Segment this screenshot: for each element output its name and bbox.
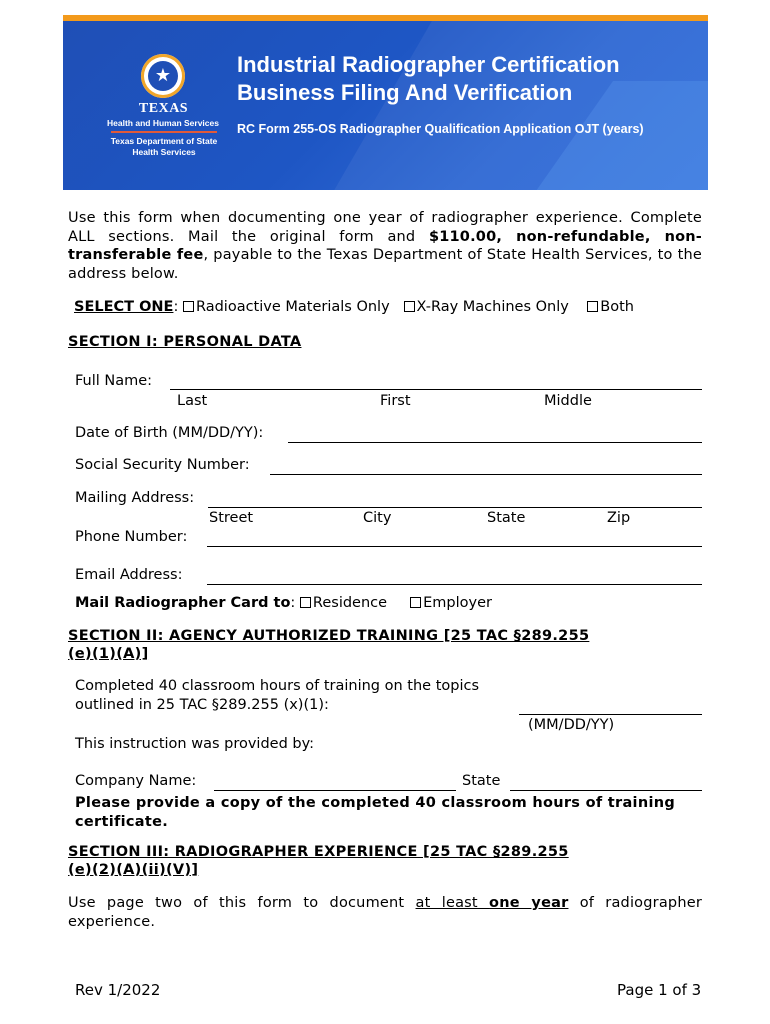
form-title: Industrial Radiographer Certification Business Filing And Verification (237, 52, 620, 105)
checkbox-employer[interactable] (410, 597, 421, 608)
section-3-text: Use page two of this form to document at least one year of radiographer experience. (68, 895, 702, 930)
company-state-label: State (462, 773, 501, 789)
provided-by-label: This instruction was provided by: (75, 736, 314, 752)
zip-hint: Zip (607, 510, 631, 526)
street-hint: Street (209, 510, 254, 526)
ssn-label: Social Security Number: (75, 457, 250, 473)
training-date-field[interactable] (519, 714, 702, 715)
email-field[interactable] (207, 584, 702, 585)
select-one-row: SELECT ONE: Radioactive Materials Only X-Ray Machines Only Both (74, 299, 634, 315)
last-hint: Last (177, 393, 208, 409)
form-subtitle: RC Form 255-OS Radiographer Qualification Application OJT (years) (237, 122, 644, 136)
texas-seal-icon: ★ (141, 54, 185, 98)
select-one-label: SELECT ONE (74, 299, 174, 315)
mail-card-row: Mail Radiographer Card to: Residence Employer (75, 595, 492, 611)
phone-field[interactable] (207, 546, 702, 547)
logo-texas: TEXAS (138, 101, 189, 116)
section-3-heading: SECTION III: RADIOGRAPHER EXPERIENCE [25 TAC §289.255 (e)(2)(A)(ii)(V)] (68, 844, 569, 878)
revision-label: Rev 1/2022 (75, 981, 161, 999)
company-state-field[interactable] (510, 790, 702, 791)
first-hint: First (380, 393, 411, 409)
header-banner (63, 21, 708, 190)
company-name-field[interactable] (214, 790, 456, 791)
logo-hhs: Health and Human Services (107, 118, 219, 128)
certificate-note: Please provide a copy of the completed 40 classroom hours of training certificate. (75, 795, 676, 830)
full-name-label: Full Name: (75, 373, 153, 389)
checkbox-residence[interactable] (300, 597, 311, 608)
mailing-address-field[interactable] (208, 507, 702, 508)
page-number: Page 1 of 3 (617, 981, 702, 999)
completed-training-text: Completed 40 classroom hours of training on the topics outlined in 25 TAC §289.255 (x)(1): (75, 678, 480, 713)
section-1-heading: SECTION I: PERSONAL DATA (68, 334, 302, 350)
mail-card-label: Mail Radiographer Card to (75, 595, 291, 611)
dob-label: Date of Birth (MM/DD/YY): (75, 425, 264, 441)
checkbox-radioactive[interactable] (183, 301, 194, 312)
section-2-heading: SECTION II: AGENCY AUTHORIZED TRAINING [25 TAC §289.255 (e)(1)(A)] (68, 628, 590, 662)
email-label: Email Address: (75, 567, 183, 583)
checkbox-both[interactable] (587, 301, 598, 312)
city-hint: City (363, 510, 392, 526)
date-format-hint: (MM/DD/YY) (528, 717, 615, 733)
company-name-label: Company Name: (75, 773, 197, 789)
checkbox-xray[interactable] (404, 301, 415, 312)
logo-divider (111, 131, 217, 133)
ssn-field[interactable] (270, 474, 702, 475)
logo-dshs: Texas Department of State Health Services (110, 136, 218, 157)
state-hint: State (487, 510, 526, 526)
intro-paragraph: Use this form when documenting one year of radiographer experience. Complete ALL sections. Mail the original form and $110.00, non-refundable, non-transferable fee, payable to the Texas Department of State Health Services, to the address below. (68, 210, 702, 282)
phone-label: Phone Number: (75, 529, 188, 545)
mailing-address-label: Mailing Address: (75, 490, 195, 506)
middle-hint: Middle (544, 393, 592, 409)
dob-field[interactable] (288, 442, 702, 443)
full-name-field[interactable] (170, 389, 702, 390)
